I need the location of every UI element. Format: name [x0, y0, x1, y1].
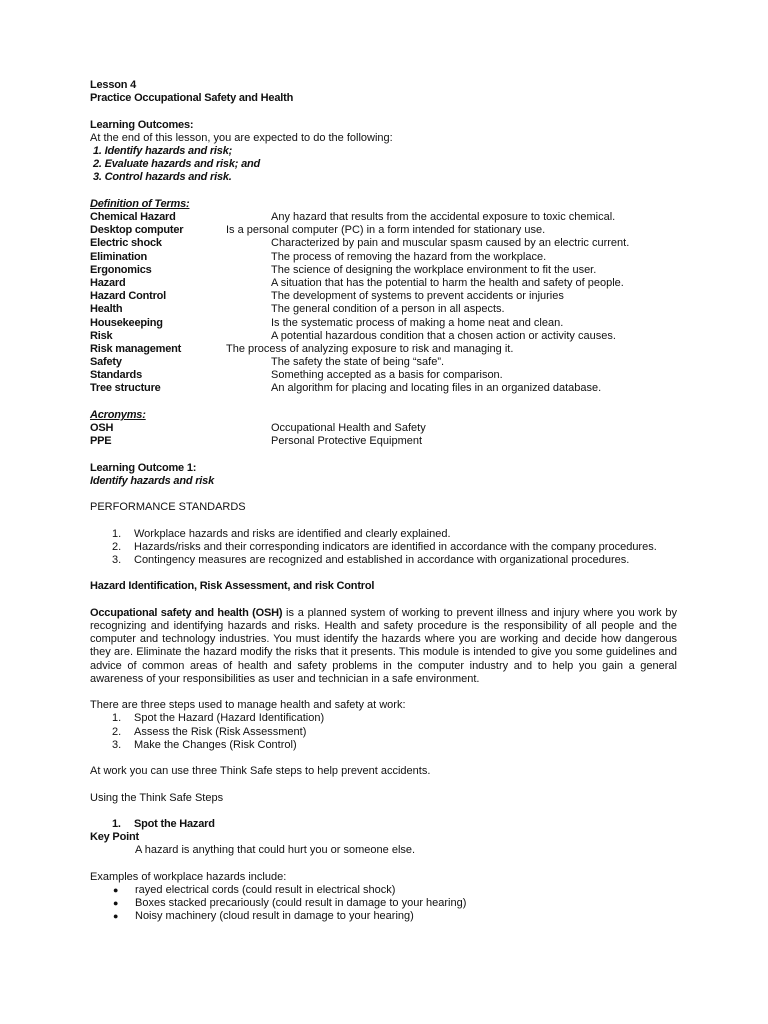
examples-intro: Examples of workplace hazards include: — [90, 870, 287, 883]
learning-outcomes-heading: Learning Outcomes: — [90, 118, 194, 131]
acronym-row — [90, 422, 768, 435]
list-number: 2. — [112, 540, 122, 553]
definition-text: Something accepted as a basis for comparison. — [271, 369, 503, 382]
lesson-number: Lesson 4 — [90, 79, 137, 91]
list-number: 1. — [112, 817, 121, 830]
definition-term: Hazard — [90, 276, 126, 289]
definitions-list — [90, 211, 768, 396]
osh-text: is a planned system of working to prevent illness and injury where you work by recognizing and identifying hazards and risks. Health and safety procedure is the responsibility of all people and the computer and technology industries. You must identify the hazards where you are working and decide how dangerous they are. Eliminate the hazard modify the risks that it presents. This module is intended to give you some guidelines and advice of common areas of health and safety problems in the computer industry and to help you gain a general awareness of your responsibilities as user and technician in a safe environment. — [90, 606, 677, 685]
definition-row — [90, 356, 768, 369]
list-item — [90, 910, 768, 923]
definition-term: Housekeeping — [90, 316, 163, 329]
definition-term: Chemical Hazard — [90, 211, 176, 223]
definition-term: Desktop computer — [90, 224, 184, 237]
outcome-item: 3. Control hazards and risk. — [93, 171, 232, 184]
definition-row — [90, 303, 768, 316]
list-number: 3. — [112, 738, 122, 751]
definition-text: Any hazard that results from the accidental exposure to toxic chemical. — [271, 211, 616, 223]
definition-row — [90, 343, 768, 356]
list-item — [90, 884, 768, 897]
definition-term: Risk management — [90, 342, 182, 355]
definition-text: Is a personal computer (PC) in a form intended for stationary use. — [226, 224, 546, 237]
acronym-term: OSH — [90, 422, 114, 435]
key-point-text: A hazard is anything that could hurt you or someone else. — [135, 844, 416, 857]
definition-term: Standards — [90, 369, 142, 382]
think-safe-text: At work you can use three Think Safe steps to help prevent accidents. — [90, 765, 431, 778]
acronym-text: Occupational Health and Safety — [271, 422, 426, 435]
definition-text: The process of removing the hazard from the workplace. — [271, 250, 547, 263]
spot-hazard-title: Spot the Hazard — [134, 817, 215, 830]
outcome1-subheading: Identify hazards and risk — [90, 474, 214, 487]
definition-row — [90, 264, 768, 277]
definition-row — [90, 317, 768, 330]
definition-term: Tree structure — [90, 382, 161, 395]
definition-row — [90, 277, 768, 290]
list-text: Noisy machinery (cloud result in damage to your hearing) — [135, 910, 414, 923]
list-item — [90, 554, 768, 567]
definition-text: Characterized by pain and muscular spasm caused by an electric current. — [271, 237, 630, 250]
definition-text: The safety the state of being “safe”. — [271, 356, 445, 369]
definition-text: A situation that has the potential to harm the health and safety of people. — [271, 276, 624, 289]
definition-text: The science of designing the workplace environment to fit the user. — [271, 263, 597, 276]
definition-row — [90, 224, 768, 237]
definition-term: Elimination — [90, 250, 148, 263]
using-steps-text: Using the Think Safe Steps — [90, 791, 224, 804]
acronym-text: Personal Protective Equipment — [271, 435, 423, 448]
acronyms-heading: Acronyms: — [90, 408, 146, 421]
definition-row — [90, 382, 768, 395]
three-steps-intro: There are three steps used to manage health and safety at work: — [90, 699, 406, 712]
learning-outcomes-intro: At the end of this lesson, you are expected to do the following: — [90, 131, 393, 144]
definition-row — [90, 290, 768, 303]
outcome-item: 2. Evaluate hazards and risk; and — [93, 158, 261, 171]
list-number: 2. — [112, 725, 122, 738]
osh-term: Occupational safety and health (OSH) — [90, 606, 283, 619]
list-text: Contingency measures are recognized and established in accordance with organizational procedures. — [134, 553, 630, 566]
list-text: Make the Changes (Risk Control) — [134, 738, 297, 751]
list-item — [90, 726, 768, 739]
acronym-term: PPE — [90, 435, 112, 448]
list-text: Boxes stacked precariously (could result in damage to your hearing) — [135, 897, 467, 910]
outcome1-heading: Learning Outcome 1: — [90, 461, 197, 474]
lesson-title: Practice Occupational Safety and Health — [90, 92, 294, 105]
spot-hazard-heading — [90, 818, 768, 831]
performance-standards-heading: PERFORMANCE STANDARDS — [90, 501, 246, 514]
performance-standards-list — [90, 528, 768, 568]
definition-term: Risk — [90, 329, 113, 342]
osh-paragraph — [90, 607, 677, 686]
list-text: Assess the Risk (Risk Assessment) — [134, 725, 307, 738]
definition-row — [90, 211, 768, 224]
list-text: rayed electrical cords (could result in electrical shock) — [135, 883, 396, 896]
definition-text: A potential hazardous condition that a chosen action or activity causes. — [271, 329, 616, 342]
definition-text: Is the systematic process of making a home neat and clean. — [271, 316, 564, 329]
acronym-row — [90, 435, 768, 448]
examples-list — [90, 884, 768, 924]
definition-text: The general condition of a person in all aspects. — [271, 303, 505, 316]
definition-term: Electric shock — [90, 237, 162, 250]
three-steps-list — [90, 712, 768, 752]
bullet-icon: ● — [113, 898, 119, 909]
bullet-icon: ● — [113, 884, 119, 895]
list-number: 3. — [112, 553, 122, 566]
list-item — [90, 897, 768, 910]
definition-row — [90, 330, 768, 343]
list-text: Workplace hazards and risks are identified and clearly explained. — [134, 527, 451, 540]
definition-row — [90, 251, 768, 264]
bullet-icon: ● — [113, 911, 119, 922]
list-item — [90, 712, 768, 725]
list-text: Spot the Hazard (Hazard Identification) — [134, 712, 325, 725]
definition-term: Hazard Control — [90, 290, 167, 303]
definition-text: An algorithm for placing and locating files in an organized database. — [271, 382, 602, 395]
list-item — [90, 739, 768, 752]
definition-term: Safety — [90, 356, 122, 369]
definition-term: Health — [90, 303, 123, 316]
definition-row — [90, 237, 768, 250]
definition-text: The development of systems to prevent accidents or injuries — [271, 290, 564, 303]
list-number: 1. — [112, 712, 122, 725]
list-item — [90, 541, 768, 554]
key-point-heading: Key Point — [90, 831, 139, 844]
list-item — [90, 528, 768, 541]
list-text: Hazards/risks and their corresponding indicators are identified in accordance with the company procedures. — [134, 540, 657, 553]
hira-heading: Hazard Identification, Risk Assessment, and risk Control — [90, 580, 375, 593]
outcome-item: 1. Identify hazards and risk; — [93, 145, 233, 157]
definition-term: Ergonomics — [90, 263, 152, 276]
definition-row — [90, 369, 768, 382]
definition-text: The process of analyzing exposure to risk and managing it. — [226, 342, 514, 355]
list-number: 1. — [112, 527, 122, 540]
definitions-heading: Definition of Terms: — [90, 197, 190, 210]
